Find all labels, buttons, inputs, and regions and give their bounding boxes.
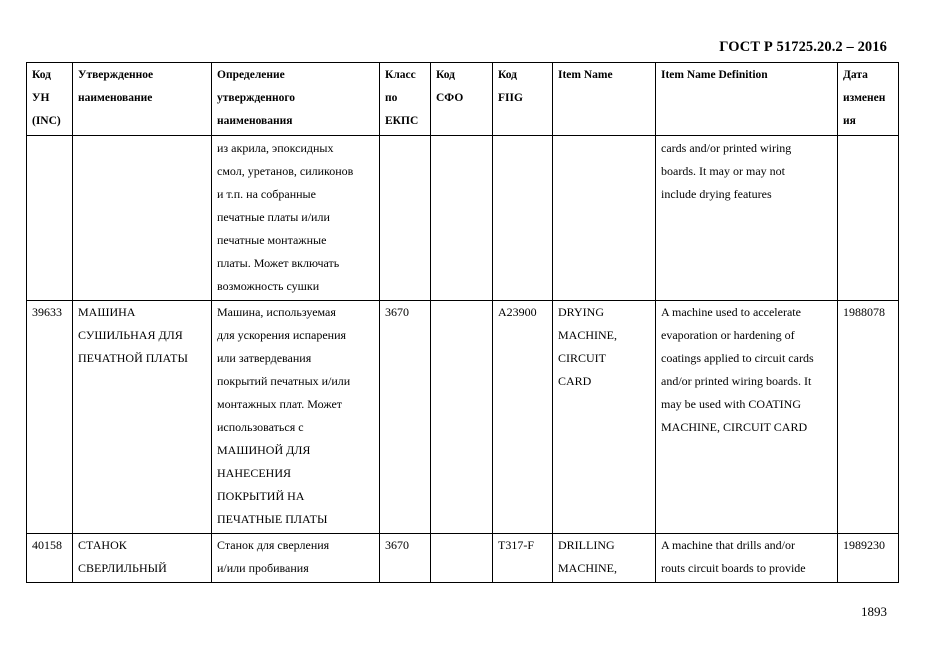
cell-line: CIRCUIT [558, 351, 606, 365]
column-header-item-name [553, 63, 656, 136]
header-line: утвержденного [217, 92, 296, 104]
cell-code-fiig [493, 136, 553, 301]
cell-code-un [27, 301, 73, 534]
header-line: Определение [217, 69, 285, 81]
cell-line: МАШИНОЙ ДЛЯ [217, 443, 311, 457]
cell-line: may be used with COATING [661, 397, 801, 411]
column-header-code-un [27, 63, 73, 136]
cell-line: СУШИЛЬНАЯ ДЛЯ [78, 328, 183, 342]
header-line: Item Name [558, 69, 613, 81]
cell-line: покрытий печатных и/или [217, 374, 351, 388]
cell-line: из акрила, эпоксидных [217, 141, 334, 155]
cell-line: coatings applied to circuit cards [661, 351, 814, 365]
cell-code-sfo [431, 301, 493, 534]
cell-approved-name [73, 534, 212, 583]
column-header-class-ekps [380, 63, 431, 136]
cell-line: или затвердевания [217, 351, 312, 365]
cell-line: для ускорения испарения [217, 328, 347, 342]
header-line: Утвержденное [78, 69, 154, 81]
cell-line: 3670 [385, 305, 409, 319]
cell-line: печатные монтажные [217, 233, 327, 247]
cell-line: cards and/or printed wiring [661, 141, 792, 155]
cell-approved-name [73, 301, 212, 534]
header-line: Код [498, 69, 518, 81]
cell-line: ПЕЧАТНЫЕ ПЛАТЫ [217, 512, 328, 526]
cell-line: evaporation or hardening of [661, 328, 795, 342]
cell-line: MACHINE, CIRCUIT CARD [661, 420, 808, 434]
cell-item-name-definition [656, 301, 838, 534]
cell-definition [212, 301, 380, 534]
cell-line: MACHINE, [558, 328, 617, 342]
cell-line: и/или пробивания [217, 561, 309, 575]
cell-item-name [553, 534, 656, 583]
cell-date-changed [838, 136, 899, 301]
cell-line: A23900 [498, 305, 537, 319]
cell-line: 39633 [32, 305, 62, 319]
column-header-definition [212, 63, 380, 136]
cell-date-changed [838, 301, 899, 534]
cell-class-ekps [380, 301, 431, 534]
cell-item-name [553, 136, 656, 301]
cell-line: 1989230 [843, 538, 885, 552]
cell-line: Машина, используемая [217, 305, 336, 319]
cell-class-ekps [380, 534, 431, 583]
cell-code-un [27, 136, 73, 301]
column-header-date-changed [838, 63, 899, 136]
cell-line: возможность сушки [217, 279, 320, 293]
header-line: (INC) [32, 115, 61, 127]
header-line: Код [32, 69, 52, 81]
header-line: наименования [217, 115, 293, 127]
cell-line: 40158 [32, 538, 62, 552]
table-row [27, 301, 899, 534]
header-line: изменен [843, 92, 886, 104]
cell-line: СТАНОК [78, 538, 127, 552]
cell-definition [212, 136, 380, 301]
cell-line: DRILLING [558, 538, 615, 552]
cell-code-un [27, 534, 73, 583]
header-line: FIIG [498, 92, 523, 104]
cell-line: A machine used to accelerate [661, 305, 801, 319]
cell-class-ekps [380, 136, 431, 301]
cell-line: ПЕЧАТНОЙ ПЛАТЫ [78, 351, 188, 365]
header-line: СФО [436, 92, 464, 104]
cell-line: 3670 [385, 538, 409, 552]
cell-line: монтажных плат. Может [217, 397, 343, 411]
cell-code-sfo [431, 534, 493, 583]
cell-line: DRYING [558, 305, 605, 319]
cell-line: CARD [558, 374, 592, 388]
column-header-approved-name [73, 63, 212, 136]
header-line: ия [843, 115, 856, 127]
header-line: Код [436, 69, 456, 81]
header-line: Класс [385, 69, 416, 81]
cell-line: routs circuit boards to provide [661, 561, 806, 575]
cell-item-name [553, 301, 656, 534]
header-line: Item Name Definition [661, 69, 768, 81]
cell-line: смол, уретанов, силиконов [217, 164, 354, 178]
cell-line: boards. It may or may not [661, 164, 785, 178]
header-line: ЕКПС [385, 115, 419, 127]
cell-line: печатные платы и/или [217, 210, 330, 224]
cell-code-sfo [431, 136, 493, 301]
document-title: ГОСТ Р 51725.20.2 – 2016 [719, 39, 887, 55]
cell-definition [212, 534, 380, 583]
cell-line: МАШИНА [78, 305, 136, 319]
cell-approved-name [73, 136, 212, 301]
cell-line: include drying features [661, 187, 772, 201]
cell-line: and/or printed wiring boards. It [661, 374, 812, 388]
column-header-item-name-definition [656, 63, 838, 136]
cell-code-fiig [493, 301, 553, 534]
cell-date-changed [838, 534, 899, 583]
cell-line: НАНЕСЕНИЯ [217, 466, 291, 480]
cell-line: платы. Может включать [217, 256, 340, 270]
table-header-row [27, 63, 899, 136]
cell-line: MACHINE, [558, 561, 617, 575]
table-row [27, 136, 899, 301]
cell-code-fiig [493, 534, 553, 583]
table-row [27, 534, 899, 583]
cell-item-name-definition [656, 136, 838, 301]
column-header-code-fiig [493, 63, 553, 136]
cell-line: Станок для сверления [217, 538, 330, 552]
cell-line: и т.п. на собранные [217, 187, 316, 201]
header-line: наименование [78, 92, 153, 104]
cell-item-name-definition [656, 534, 838, 583]
header-line: УН [32, 92, 50, 104]
items-table [26, 62, 899, 583]
cell-line: T317-F [498, 538, 534, 552]
cell-line: 1988078 [843, 305, 885, 319]
column-header-code-sfo [431, 63, 493, 136]
cell-line: использоваться с [217, 420, 304, 434]
page-number: 1893 [861, 604, 887, 619]
cell-line: СВЕРЛИЛЬНЫЙ [78, 561, 167, 575]
header-line: по [385, 92, 398, 104]
cell-line: ПОКРЫТИЙ НА [217, 489, 305, 503]
header-line: Дата [843, 69, 868, 81]
cell-line: A machine that drills and/or [661, 538, 795, 552]
